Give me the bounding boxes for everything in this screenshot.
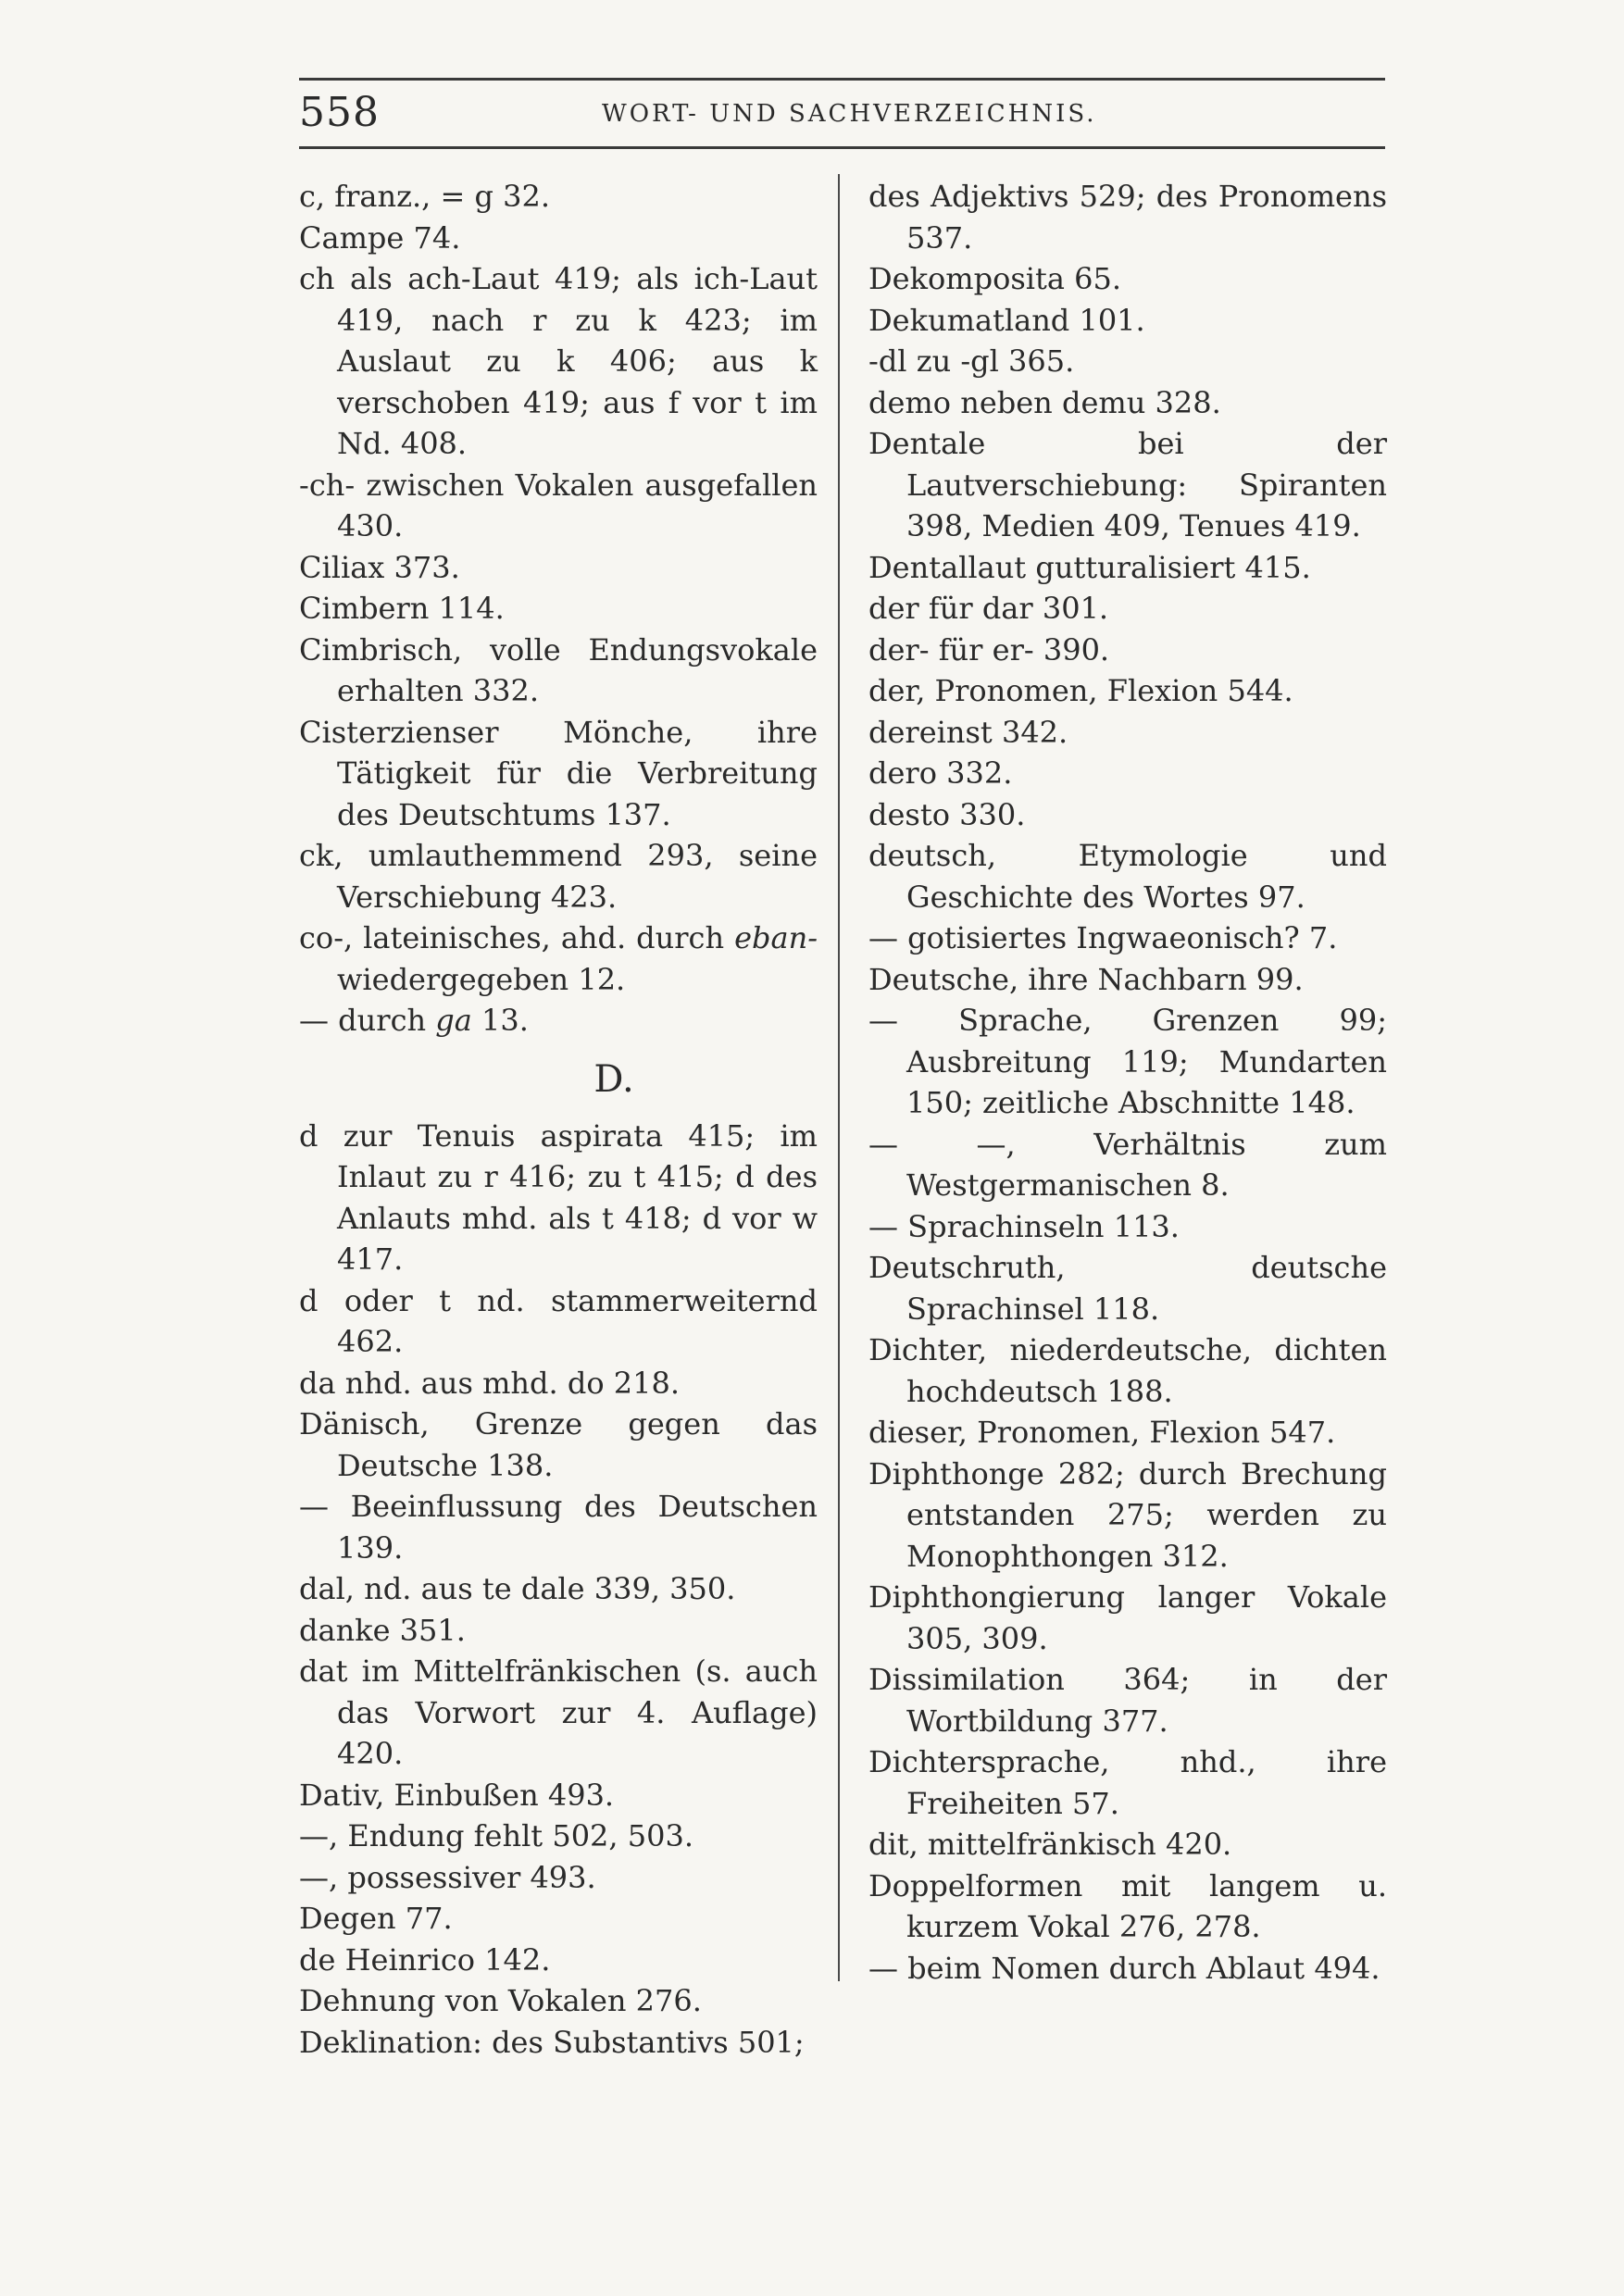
- index-entry-co: [299, 917, 818, 1000]
- index-entry: Dichtersprache, nhd., ihre Freiheiten 57.: [868, 1744, 1387, 1821]
- index-entry: der für dar 301.: [868, 591, 1109, 626]
- index-entry: dero 332.: [868, 755, 1013, 791]
- index-entry: dal, nd. aus te dale 339, 350.: [299, 1571, 736, 1606]
- index-entry: — Beeinflussung des Deutschen 139.: [299, 1489, 818, 1566]
- index-entry: demo neben demu 328.: [868, 384, 1221, 420]
- entry-italic: eban-: [734, 920, 818, 955]
- index-entry: Doppelformen mit langem u. kurzem Vokal 276, 278.: [868, 1867, 1387, 1944]
- index-entry: Campe 74.: [299, 219, 461, 256]
- index-entry: Degen 77.: [299, 1901, 453, 1936]
- index-entry: Diphthonge 282; durch Brechung entstanden 275; werden zu Monophthongen 312.: [868, 1455, 1387, 1574]
- index-entry: Ciliax 373.: [299, 549, 460, 585]
- entry-text: 13.: [471, 1003, 529, 1038]
- index-entry: Dissimilation 364; in der Wortbildung 377.: [868, 1662, 1387, 1739]
- index-entry: — Sprachinseln 113.: [868, 1208, 1180, 1244]
- column-divider: [838, 174, 840, 1981]
- left-column: [299, 176, 818, 2063]
- index-entry: — —, Verhältnis zum Westgermanischen 8.: [868, 1126, 1387, 1203]
- index-entry: —, Endung fehlt 502, 503.: [299, 1818, 693, 1853]
- index-entry: dieser, Pronomen, Flexion 547.: [868, 1415, 1336, 1450]
- index-entry: Dativ, Einbußen 493.: [299, 1777, 615, 1813]
- index-entry: — gotisiertes Ingwaeonisch? 7.: [868, 920, 1338, 955]
- index-entry: deutsch, Etymologie und Geschichte des Wortes 97.: [868, 838, 1387, 915]
- running-head: WORT- UND SACHVERZEICHNIS.: [602, 100, 1097, 128]
- index-entry: dereinst 342.: [868, 714, 1068, 750]
- index-entry: dit, mittelfränkisch 420.: [868, 1827, 1232, 1862]
- index-entry: der- für er- 390.: [868, 631, 1110, 668]
- top-rule: [299, 78, 1385, 81]
- index-entry: danke 351.: [299, 1612, 466, 1648]
- index-entry: der, Pronomen, Flexion 544.: [868, 673, 1293, 708]
- right-column: [868, 176, 1387, 1989]
- index-entry: desto 330.: [868, 796, 1026, 832]
- index-entry-ga: [299, 1000, 818, 1042]
- index-entry: — beim Nomen durch Ablaut 494.: [868, 1950, 1380, 1986]
- page-number: 558: [299, 89, 380, 136]
- index-entry: -ch- zwischen Vokalen ausgefallen 430.: [299, 467, 818, 543]
- index-entry: de Heinrico 142.: [299, 1941, 551, 1978]
- index-entry: d zur Tenuis aspirata 415; im Inlaut zu r 416; zu t 415; d des Anlauts mhd. als t 418; d vor w 417.: [299, 1117, 818, 1277]
- index-entry: Cimbrisch, volle Endungsvokale erhalten 332.: [299, 631, 818, 708]
- index-entry: des Adjektivs 529; des Pronomens 537.: [868, 179, 1387, 256]
- entry-text: co-, lateinisches, ahd. durch: [299, 920, 735, 955]
- index-entry: d oder t nd. stammerweiternd 462.: [299, 1282, 818, 1359]
- index-entry: Dehnung von Vokalen 276.: [299, 1983, 702, 2018]
- index-entry: — Sprache, Grenzen 99; Ausbreitung 119; Mundarten 150; zeitliche Abschnitte 148.: [868, 1003, 1387, 1120]
- index-entry: Cimbern 114.: [299, 591, 505, 626]
- index-entry: Dentallaut gutturalisiert 415.: [868, 549, 1311, 585]
- index-entry: Deutsche, ihre Nachbarn 99.: [868, 961, 1304, 997]
- index-entry: Deutschruth, deutsche Sprachinsel 118.: [868, 1250, 1387, 1327]
- index-entry: Dänisch, Grenze gegen das Deutsche 138.: [299, 1406, 818, 1483]
- section-letter: D.: [593, 1057, 634, 1101]
- entry-italic: ga: [435, 1003, 472, 1038]
- index-entry: ch als ach-Laut 419; als ich-Laut 419, nach r zu k 423; im Auslaut zu k 406; aus k verschoben 419; aus f vor t im Nd. 408.: [299, 261, 818, 461]
- entry-text: wiedergegeben 12.: [337, 961, 626, 997]
- index-entry: da nhd. aus mhd. do 218.: [299, 1365, 681, 1401]
- index-entry: Deklination: des Substantivs 501;: [299, 2024, 805, 2060]
- header-rule: [299, 146, 1385, 149]
- index-entry: Dichter, niederdeutsche, dichten hochdeutsch 188.: [868, 1332, 1387, 1409]
- index-entry: Dentale bei der Lautverschiebung: Spiranten 398, Medien 409, Tenues 419.: [868, 426, 1387, 543]
- index-entry: Cisterzienser Mönche, ihre Tätigkeit für die Verbreitung des Deutschtums 137.: [299, 714, 818, 832]
- index-entry: -dl zu -gl 365.: [868, 343, 1075, 379]
- index-entry: Dekumatland 101.: [868, 302, 1145, 338]
- index-entry: c, franz., = g 32.: [299, 179, 550, 214]
- index-entry: Dekomposita 65.: [868, 261, 1121, 296]
- entry-text: — durch: [299, 1003, 436, 1038]
- index-entry: ck, umlauthemmend 293, seine Verschiebung 423.: [299, 838, 818, 915]
- index-entry: dat im Mittelfränkischen (s. auch das Vorwort zur 4. Auflage) 420.: [299, 1653, 818, 1771]
- index-entry: Diphthongierung langer Vokale 305, 309.: [868, 1579, 1387, 1656]
- index-entry: —, possessiver 493.: [299, 1859, 596, 1895]
